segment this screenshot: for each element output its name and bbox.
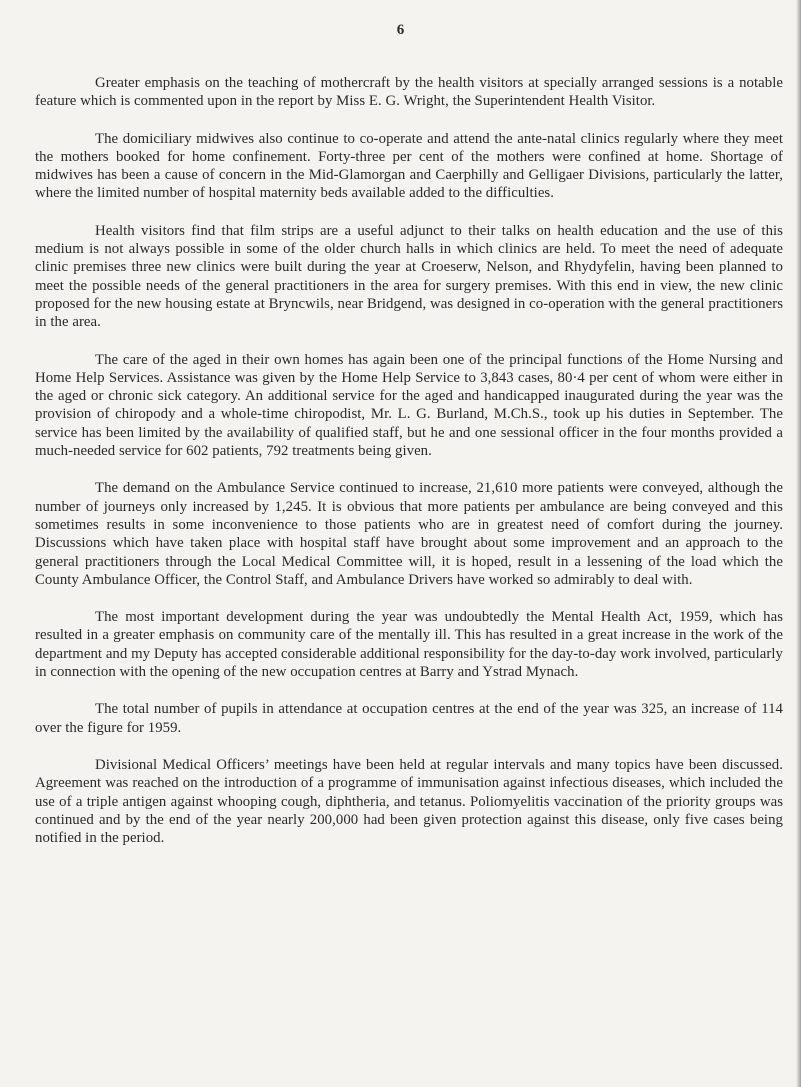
paragraph-occupation-centres: The total number of pupils in attendance at occupation centres at the end of the year was 325, an increase of 114 over the figure for 1959.	[35, 701, 783, 736]
paragraph-immunisation: Divisional Medical Officers’ meetings have been held at regular intervals and many topics have been discussed. Agreement was reached on the introduction of a programme of immunisation against infectious diseases, which included the use of a triple antigen against whooping cough, diphtheria, and tetanus. Poliomyelitis vaccination of the priority groups was continued and by the end of the year nearly 200,000 had been given protection against this disease, only five cases being notified in the period.	[35, 756, 783, 847]
page-edge-shadow	[796, 0, 801, 1087]
paragraph-health-visitors: Health visitors find that film strips are a useful adjunct to their talks on health education and the use of this medium is not always possible in some of the older church halls in which clinics are held. To meet the need of adequate clinic premises three new clinics were built during the year at Croeserw, Nelson, and Rhydyfelin, having been planned to meet the possible needs of the general practitioners in the area for surgery premises. With this end in view, the new clinic proposed for the new housing estate at Bryncwils, near Bridgend, was designed in co-operation with the general practitioners in the area.	[35, 222, 783, 331]
document-body	[35, 74, 783, 866]
paragraph-mental-health: The most important development during the year was undoubtedly the Mental Health Act, 1959, which has resulted in a greater emphasis on community care of the mentally ill. This has resulted in a great increase in the work of the department and my Deputy has accepted considerable additional responsibility for the day-to-day work involved, particularly in connection with the opening of the new occupation centres at Barry and Ystrad Mynach.	[35, 609, 783, 681]
page-number: 6	[396, 22, 405, 38]
paragraph-ambulance-service: The demand on the Ambulance Service continued to increase, 21,610 more patients were conveyed, although the number of journeys only increased by 1,245. It is obvious that more patients per ambulance are being conveyed and this sometimes results in some inconvenience to those patients who are in greatest need of comfort during the journey. Discussions which have taken place with hospital staff have brought about some improvement and an approach to the general practitioners through the Local Medical Committee will, it is hoped, result in a lessening of the load which the County Ambulance Officer, the Control Staff, and Ambulance Drivers have worked so admirably to deal with.	[35, 480, 783, 588]
paragraph-care-of-aged: The care of the aged in their own homes has again been one of the principal functions of the Home Nursing and Home Help Services. Assistance was given by the Home Help Service to 3,843 cases, 80·4 per cent of whom were either in the aged or chronic sick category. An additional service for the aged and handicapped inaugurated during the year was the provision of chiropody and a whole-time chiropodist, Mr. L. G. Burland, M.Ch.S., took up his duties in September. The service has been limited by the availability of qualified staff, but he and one sessional officer in the four months provided a much-needed service for 602 patients, 792 treatments being given.	[35, 351, 783, 460]
paragraph-mothercraft: Greater emphasis on the teaching of mothercraft by the health visitors at specially arranged sessions is a notable feature which is commented upon in the report by Miss E. G. Wright, the Superintendent Health Visitor.	[35, 75, 783, 110]
paragraph-midwives: The domiciliary midwives also continue to co-operate and attend the ante-natal clinics regularly where they meet the mothers booked for home confinement. Forty-three per cent of the mothers were confined at home. Shortage of midwives has been a cause of concern in the Mid-Glamorgan and Caerphilly and Gelligaer Divisions, particularly the latter, where the limited number of hospital maternity beds available added to the difficulties.	[35, 130, 783, 202]
